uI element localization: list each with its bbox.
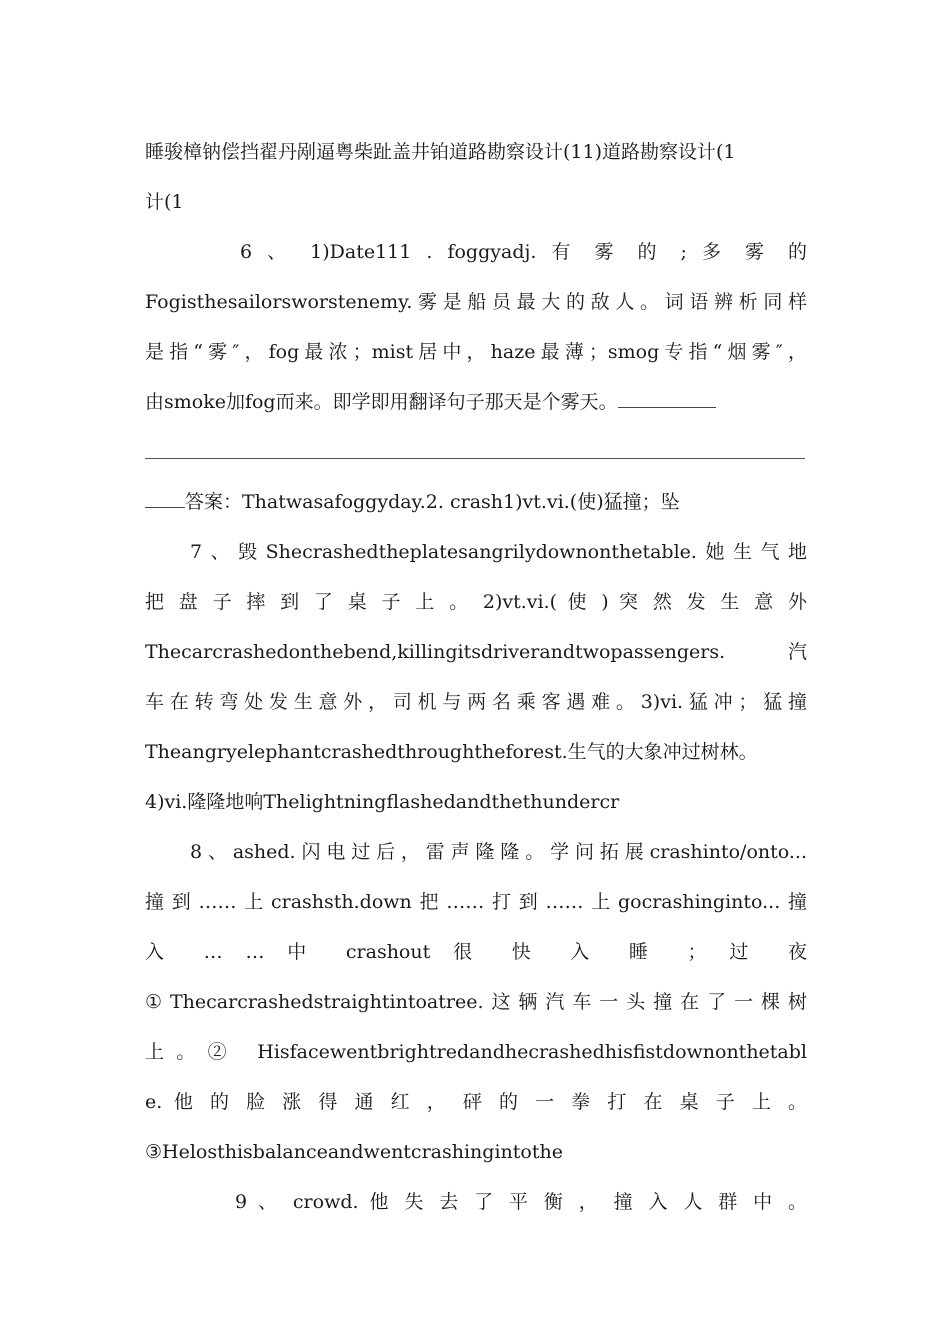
text-line-20: ③Helosthisbalanceandwentcrashingintothe	[145, 1141, 563, 1163]
text-line-5: 是指“雾″，fog最浓；mist居中，haze最薄；smog专指“烟雾″，	[145, 341, 807, 363]
text-line-14: 8、ashed.闪电过后，雷声隆隆。学问拓展crashinto/onto...	[190, 841, 807, 863]
answer-blank	[618, 387, 716, 408]
text-line-11: 车在转弯处发生意外，司机与两名乘客遇难。3)vi.猛冲；猛撞	[145, 691, 807, 713]
text-line-3: 6 、 1)Date111 . foggyadj. 有 雾 的 ; 多 雾 的	[240, 241, 807, 263]
text-line-4: Fogisthesailorsworstenemy.雾是船员最大的敌人。词语辨析同样	[145, 291, 807, 313]
text-line-7	[145, 487, 807, 517]
text-line-9: 把 盘 子 摔 到 了 桌 子 上 。 2)vt.vi.( 使 ) 突 然 发 生 意 外	[145, 591, 807, 613]
text-line-2: 计(1	[145, 191, 184, 213]
answer-blank-start	[145, 487, 185, 508]
text-line-15: 撞到……上crashsth.down把……打到……上gocrashinginto...撞	[145, 891, 807, 913]
text-line-12: Theangryelephantcrashedthroughtheforest.生气的大象冲过树林。	[145, 741, 758, 763]
text-line-6	[145, 387, 807, 417]
answer-rule	[145, 458, 805, 459]
text-line-8: 7、毁Shecrashedtheplatesangrilydownonthetable.她生气地	[190, 541, 807, 563]
text-line-6-content: 由smoke加fog而来。即学即用翻译句子那天是个雾天。	[145, 391, 618, 413]
text-line-21: 9 、 crowd. 他 失 去 了 平 衡 ， 撞 入 人 群 中 。	[235, 1191, 807, 1213]
text-line-1: 睡骏樟钠偿挡翟丹剐逼粤柴趾盖井铂道路勘察设计(11)道路勘察设计(1	[145, 141, 736, 163]
text-line-7-content: 答案：Thatwasafoggyday.2. crash1)vt.vi.(使)猛撞；坠	[185, 491, 680, 513]
text-line-10: Thecarcrashedonthebend,killingitsdriverandtwopassengers. 汽	[145, 641, 807, 663]
text-line-18: 上。② Hisfacewentbrightredandhecrashedhisfistdownonthetabl	[145, 1041, 807, 1063]
text-line-19: e. 他 的 脸 涨 得 通 红 ， 砰 的 一 拳 打 在 桌 子 上 。	[145, 1091, 807, 1113]
text-line-13: 4)vi.隆隆地响Thelightningflashedandthethundercr	[145, 791, 620, 813]
text-line-17: ①Thecarcrashedstraightintoatree.这辆汽车一头撞在了一棵树	[145, 991, 807, 1013]
text-line-16: 入 … … 中 crashout 很 快 入 睡 ； 过 夜	[145, 941, 807, 963]
